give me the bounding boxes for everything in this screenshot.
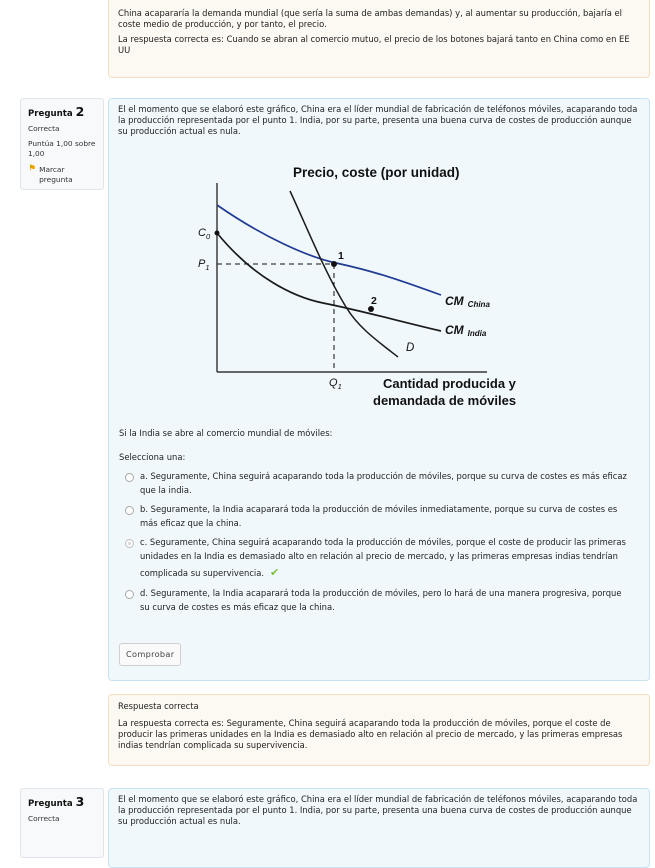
select-one-label: Selecciona una: <box>119 452 186 462</box>
question-3-text: El el momento que se elaboró este gráfico, China era el líder mundial de fabricación de teléfonos móviles, acaparando toda la producción representada por el punto 1. India, por su parte, presenta una buena curva de costes de producción aunque su producción actual es nula. <box>118 794 638 827</box>
answer-option-d[interactable] <box>125 587 630 615</box>
q1-feedback-explanation: China acapararía la demanda mundial (que sería la suma de ambas demandas) y, al aumentar su producción, bajaría el coste medio de producción, y por tanto, el precio. <box>118 8 622 29</box>
flag-question-label: Marcar pregunta <box>39 164 73 184</box>
c0-label: $C_0$ <box>198 227 211 241</box>
chart-svg <box>193 155 537 415</box>
option-c-text: c. Seguramente, China seguirá acaparando toda la producción de móviles, porque el coste de producir las primeras unidades en la India es demasiado alto en relación al precio de mercado, y las primeras empresas indias tendrían complicada su supervivencia. ✔ <box>140 536 626 579</box>
cm-india-curve <box>217 233 441 331</box>
question-3-state: Correcta <box>28 813 60 823</box>
radio-option-d[interactable] <box>125 590 134 599</box>
answer-option-c[interactable] <box>125 536 630 582</box>
point-1-label: 1 <box>338 250 344 262</box>
p1-label: $P_1$ <box>198 258 210 272</box>
cm-china-label: CM China <box>445 294 490 309</box>
question-2-text: El el momento que se elaboró este gráfico, China era el líder mundial de fabricación de teléfonos móviles, acaparando toda la producción representada por el punto 1. India, por su parte, presenta una buena curva de costes de producción aunque su producción actual es nula. <box>118 104 638 137</box>
x-axis-title-line1: Cantidad producida y <box>383 376 516 391</box>
radio-option-c[interactable] <box>125 539 134 548</box>
check-button[interactable]: Comprobar <box>119 643 181 666</box>
radio-option-a[interactable] <box>125 473 134 482</box>
demand-label: D <box>406 342 415 354</box>
flag-question-link[interactable] <box>28 165 96 185</box>
question-2-prompt: Si la India se abre al comercio mundial de móviles: <box>119 428 333 438</box>
question-2-number: Pregunta 2 <box>28 104 85 119</box>
x-axis-title-line2: demandada de móviles <box>373 393 517 408</box>
point-c0 <box>215 231 220 236</box>
q1-label: $Q_1$ <box>329 377 342 391</box>
chart-title: Precio, coste (por unidad) <box>293 165 460 180</box>
question-2-state: Correcta <box>28 123 60 133</box>
option-a-text: a. Seguramente, China seguirá acaparando toda la producción de móviles, porque su curva de costes es más eficaz que la india. <box>140 471 627 495</box>
option-b-text: b. Seguramente, la India acaparará toda la producción de móviles inmediatamente, porque su curva de costes es más eficaz que la china. <box>140 503 618 528</box>
question-2-feedback <box>108 694 650 766</box>
cm-china-curve <box>217 205 441 295</box>
flag-icon: ⚑ <box>28 163 37 174</box>
answer-options <box>125 470 630 620</box>
question-2-grade: Puntúa 1,00 sobre 1,00 <box>28 139 96 159</box>
question-2-info <box>20 98 104 190</box>
answer-option-b[interactable] <box>125 503 630 531</box>
question-3-number: Pregunta 3 <box>28 794 85 809</box>
cm-india-label: CM India <box>445 323 487 338</box>
correct-check-icon: ✔ <box>270 565 280 579</box>
answer-option-a[interactable] <box>125 470 630 498</box>
q2-feedback-text: La respuesta correcta es: Seguramente, China seguirá acaparando toda la producción de móviles, porque el coste de producir las primeras unidades en la India es demasiado alto en relación al precio de mercado, y las primeras empresas indias tendrían complicada su supervivencia. <box>118 717 623 750</box>
radio-option-b[interactable] <box>125 506 134 515</box>
point-1 <box>331 261 337 267</box>
q2-feedback-title: Respuesta correcta <box>118 701 199 711</box>
question-3-content <box>108 788 650 868</box>
cost-curve-chart <box>193 155 537 415</box>
q1-correct-answer: La respuesta correcta es: Cuando se abran al comercio mutuo, el precio de los botones bajará tanto en China como en EE UU <box>118 33 630 55</box>
question-2-content <box>108 98 650 681</box>
point-2-label: 2 <box>371 295 377 307</box>
option-d-text: d. Seguramente, la India acaparará toda la producción de móviles, pero lo hará de una manera progresiva, porque su curva de costes es más eficaz que la china. <box>140 587 622 612</box>
question-1-feedback <box>108 0 650 78</box>
